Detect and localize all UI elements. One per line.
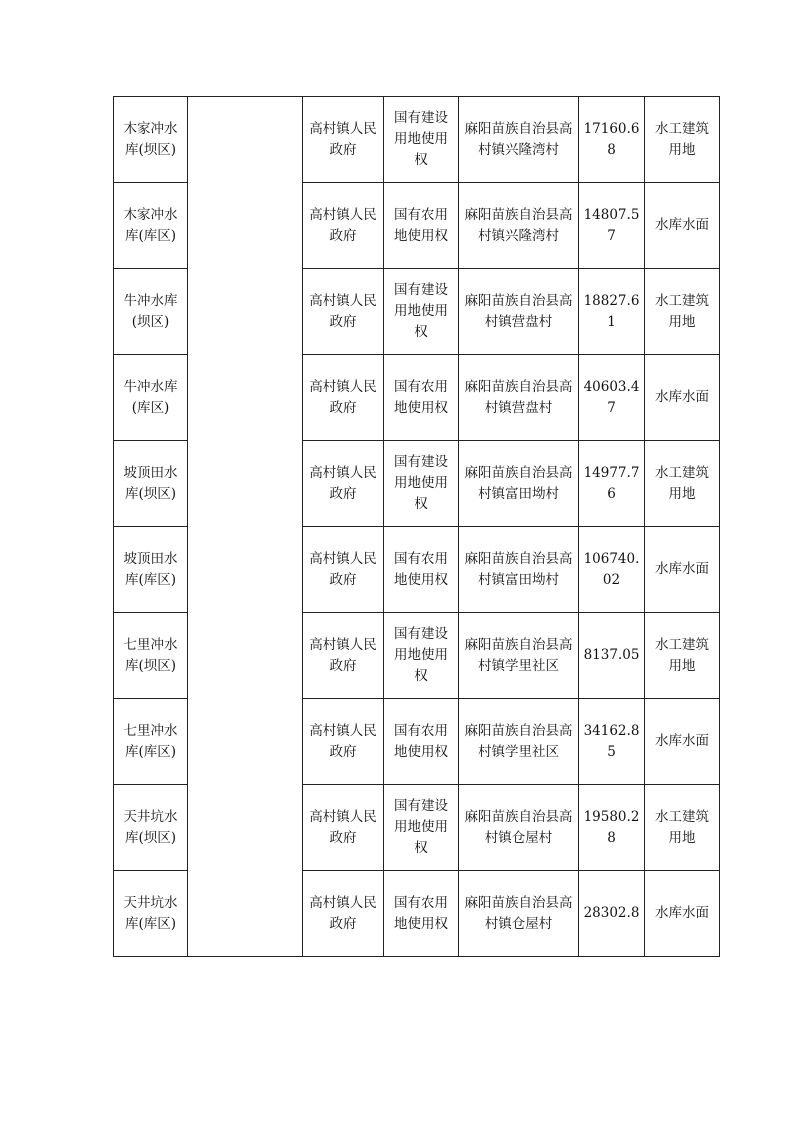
reservoir-name-cell: 天井坑水库(库区)	[114, 871, 188, 957]
blank-merged-cell	[188, 97, 303, 957]
land-use-cell: 水工建筑用地	[645, 441, 720, 527]
right-type-cell: 国有建设用地使用权	[384, 97, 459, 183]
owner-cell: 高村镇人民政府	[303, 441, 384, 527]
location-cell: 麻阳苗族自治县高村镇仓屋村	[459, 785, 579, 871]
right-type-cell: 国有建设用地使用权	[384, 269, 459, 355]
reservoir-name-cell: 牛冲水库(坝区)	[114, 269, 188, 355]
area-cell: 14977.76	[579, 441, 645, 527]
right-type-cell: 国有农用地使用权	[384, 527, 459, 613]
table-body	[114, 97, 720, 957]
right-type-cell: 国有建设用地使用权	[384, 785, 459, 871]
owner-cell: 高村镇人民政府	[303, 97, 384, 183]
area-cell: 8137.05	[579, 613, 645, 699]
right-type-cell: 国有建设用地使用权	[384, 613, 459, 699]
area-cell: 18827.61	[579, 269, 645, 355]
location-cell: 麻阳苗族自治县高村镇学里社区	[459, 699, 579, 785]
right-type-cell: 国有农用地使用权	[384, 871, 459, 957]
area-cell: 14807.57	[579, 183, 645, 269]
location-cell: 麻阳苗族自治县高村镇富田坳村	[459, 441, 579, 527]
reservoir-name-cell: 木家冲水库(坝区)	[114, 97, 188, 183]
reservoir-name-cell: 坡顶田水库(坝区)	[114, 441, 188, 527]
land-use-cell: 水库水面	[645, 355, 720, 441]
location-cell: 麻阳苗族自治县高村镇仓屋村	[459, 871, 579, 957]
land-use-cell: 水库水面	[645, 183, 720, 269]
reservoir-name-cell: 牛冲水库(库区)	[114, 355, 188, 441]
land-use-cell: 水库水面	[645, 871, 720, 957]
owner-cell: 高村镇人民政府	[303, 785, 384, 871]
owner-cell: 高村镇人民政府	[303, 527, 384, 613]
land-use-cell: 水工建筑用地	[645, 785, 720, 871]
reservoir-name-cell: 木家冲水库(库区)	[114, 183, 188, 269]
area-cell: 34162.85	[579, 699, 645, 785]
owner-cell: 高村镇人民政府	[303, 871, 384, 957]
land-use-cell: 水库水面	[645, 527, 720, 613]
area-cell: 106740.02	[579, 527, 645, 613]
reservoir-name-cell: 七里冲水库(库区)	[114, 699, 188, 785]
location-cell: 麻阳苗族自治县高村镇富田坳村	[459, 527, 579, 613]
reservoir-name-cell: 天井坑水库(坝区)	[114, 785, 188, 871]
land-use-cell: 水工建筑用地	[645, 613, 720, 699]
location-cell: 麻阳苗族自治县高村镇学里社区	[459, 613, 579, 699]
owner-cell: 高村镇人民政府	[303, 613, 384, 699]
right-type-cell: 国有农用地使用权	[384, 699, 459, 785]
right-type-cell: 国有农用地使用权	[384, 183, 459, 269]
location-cell: 麻阳苗族自治县高村镇营盘村	[459, 269, 579, 355]
owner-cell: 高村镇人民政府	[303, 355, 384, 441]
location-cell: 麻阳苗族自治县高村镇兴隆湾村	[459, 97, 579, 183]
location-cell: 麻阳苗族自治县高村镇营盘村	[459, 355, 579, 441]
owner-cell: 高村镇人民政府	[303, 699, 384, 785]
area-cell: 19580.28	[579, 785, 645, 871]
reservoir-name-cell: 七里冲水库(坝区)	[114, 613, 188, 699]
table-row	[114, 97, 720, 183]
area-cell: 28302.8	[579, 871, 645, 957]
location-cell: 麻阳苗族自治县高村镇兴隆湾村	[459, 183, 579, 269]
owner-cell: 高村镇人民政府	[303, 183, 384, 269]
right-type-cell: 国有农用地使用权	[384, 355, 459, 441]
land-rights-table	[113, 96, 720, 957]
land-use-cell: 水工建筑用地	[645, 97, 720, 183]
owner-cell: 高村镇人民政府	[303, 269, 384, 355]
area-cell: 17160.68	[579, 97, 645, 183]
area-cell: 40603.47	[579, 355, 645, 441]
right-type-cell: 国有建设用地使用权	[384, 441, 459, 527]
land-use-cell: 水库水面	[645, 699, 720, 785]
land-use-cell: 水工建筑用地	[645, 269, 720, 355]
reservoir-name-cell: 坡顶田水库(库区)	[114, 527, 188, 613]
